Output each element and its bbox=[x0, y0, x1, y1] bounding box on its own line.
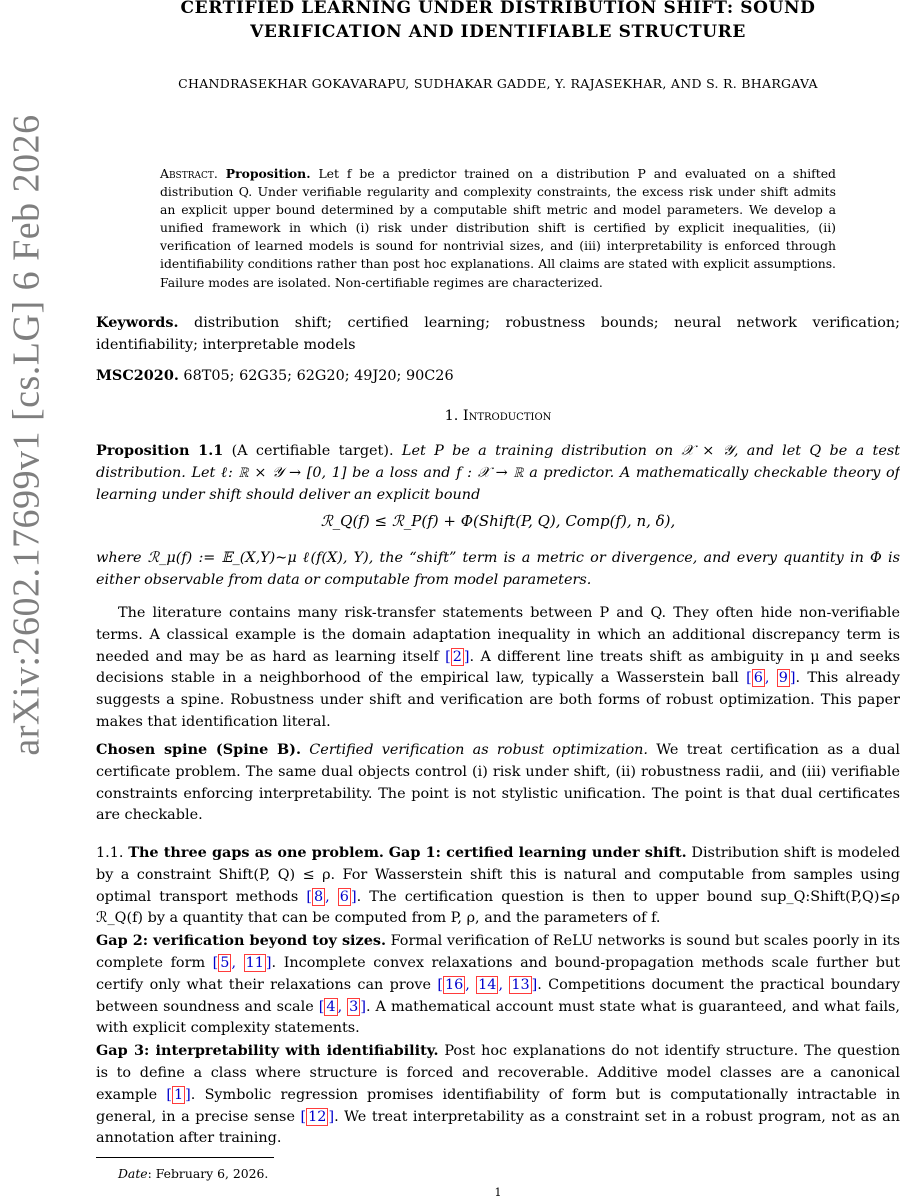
citation-ref[interactable]: 11 bbox=[245, 954, 264, 971]
msc-classification bbox=[96, 365, 900, 388]
keywords-label: Keywords. bbox=[96, 314, 179, 331]
subsection-three-gaps bbox=[96, 842, 900, 1150]
para-text: The literature contains many risk-transfer statements between P and Q. They often hide non-verifiable terms. A classical example is the domain adaptation inequality in which an additional discrepancy term is needed and may be as hard as learning itself bbox=[96, 605, 900, 665]
citation-ref[interactable]: 16 bbox=[444, 976, 464, 993]
chosen-spine bbox=[96, 739, 900, 827]
footnote-divider bbox=[96, 1157, 274, 1158]
citation-ref[interactable]: 14 bbox=[478, 976, 497, 993]
author-list: CHANDRASEKHAR GOKAVARAPU, SUDHAKAR GADDE, Y. RAJASEKHAR, AND S. R. BHARGAVA bbox=[178, 76, 818, 91]
proposition-label: Proposition 1.1 bbox=[96, 442, 224, 459]
para-text: . A different line treats shift as ambiguity in μ and seeks decisions stable in a neighborhood of the empirical law, typically a Wasserstein ball bbox=[96, 648, 900, 687]
title-line-2: VERIFICATION AND IDENTIFIABLE STRUCTURE bbox=[250, 22, 746, 42]
gap-text: . Competitions document the practical boundary between soundness and scale bbox=[96, 976, 900, 1015]
citation-ref[interactable]: 12 bbox=[308, 1108, 327, 1125]
section-title: Introduction bbox=[462, 408, 552, 424]
section-number: 1. bbox=[444, 408, 459, 424]
footnote-text: : February 6, 2026. bbox=[147, 1166, 269, 1181]
gap-1-label: Gap 1: certified learning under shift. bbox=[388, 844, 687, 861]
citation-ref[interactable]: 4 bbox=[326, 998, 336, 1015]
gap-text: Post hoc explanations do not identify structure. The question is to define a class where structure is forced and recoverable. Additive model classes are a canonical example bbox=[96, 1043, 900, 1103]
citation[interactable]: [ 5 , 11 ] bbox=[212, 954, 272, 971]
abstract-label: Abstract. bbox=[160, 166, 218, 181]
spine-italic: Certified verification as robust optimization. bbox=[309, 742, 648, 758]
proposition-paren: (A certifiable target). bbox=[231, 443, 394, 459]
citation[interactable]: [ 8 , 6 ] bbox=[306, 888, 357, 905]
citation-ref[interactable]: 8 bbox=[313, 888, 324, 905]
citation-ref[interactable]: 9 bbox=[778, 670, 788, 687]
gap-3 bbox=[96, 1040, 900, 1150]
keywords bbox=[96, 312, 900, 357]
gap-text: Formal verification of ReLU networks is sound but scales poorly in its complete form bbox=[96, 933, 900, 971]
gap-text: . We treat interpretability as a constraint set in a robust program, not as an annotation after training. bbox=[96, 1108, 900, 1147]
gap-text: . Incomplete convex relaxations and bound-propagation methods scale further but certify only what their relaxations can prove bbox=[96, 954, 900, 993]
abstract-text: Let f be a predictor trained on a distribution P and evaluated on a shifted distribution Q. Under verifiable regularity and complexity constraints, the excess risk under shift admits an explicit upper bound determined by a computable shift metric and model parameters. We develop a unified framework in which (i) risk under distribution shift is certified by explicit inequalities, (ii) verification of learned models is sound for nontrivial sizes, and (iii) interpretability is enforced through identifiability conditions rather than post hoc explanations. All claims are stated with explicit assumptions. Failure modes are isolated. Non-certifiable regimes are characterized. bbox=[160, 166, 836, 290]
citation[interactable]: [ 16 , 14 , 13 ] bbox=[437, 976, 538, 993]
subsection-number: 1.1. bbox=[96, 845, 124, 861]
gap-text: . The certification question is then to upper bound sup_Q:Shift(P,Q)≤ρ ℛ_Q(f) by a quantity that can be computed from P, ρ, and the parameters of f. bbox=[96, 888, 900, 927]
keywords-text: distribution shift; certified learning; robustness bounds; neural network verification; identifiability; interpretable models bbox=[96, 315, 900, 353]
paragraph-literature bbox=[96, 603, 900, 734]
gap-text: Distribution shift is modeled by a constraint Shift(P, Q) ≤ ρ. For Wasserstein shift this is natural and computable from samples using optimal transport methods bbox=[96, 845, 900, 905]
footnote-label: Date bbox=[118, 1166, 148, 1181]
page-number: 1 bbox=[494, 1186, 502, 1199]
citation[interactable]: [ 1 ] bbox=[166, 1086, 191, 1103]
subsection-title: The three gaps as one problem. bbox=[128, 844, 384, 861]
proposition-statement: Let P be a training distribution on 𝒳 × 𝒴, and let Q be a test distribution. Let ℓ: ℝ × 𝒴 → [0, 1] be a loss and f : 𝒳 → ℝ a predictor. A mathematically checkable theory of learning under shift should deliver an explicit bound bbox=[96, 443, 900, 503]
citation[interactable]: [ 12 ] bbox=[300, 1108, 335, 1125]
msc-label: MSC2020. bbox=[96, 367, 179, 384]
citation-ref[interactable]: 6 bbox=[753, 670, 763, 687]
abstract bbox=[160, 165, 836, 292]
citation-ref[interactable]: 6 bbox=[339, 888, 349, 905]
proposition-continuation-text: where ℛ_μ(f) := 𝔼_(X,Y)∼μ ℓ(f(X), Y), the “shift” term is a metric or divergence, and every quantity in Φ is either observable from data or computable from model parameters. bbox=[96, 550, 900, 588]
gap-2 bbox=[96, 930, 900, 1040]
para-text: . This already suggests a spine. Robustness under shift and verification are both forms of robust optimization. This paper makes that identification literal. bbox=[96, 670, 900, 730]
gap-text: . Symbolic regression promises identifiability of form but is computationally intractable in general, in a precise sense bbox=[96, 1086, 900, 1125]
gap-text: . A mathematical account must state what is guaranteed, and what fails, with explicit complexity statements. bbox=[96, 998, 900, 1037]
title-line-1: CERTIFIED LEARNING UNDER DISTRIBUTION SHIFT: SOUND bbox=[180, 0, 816, 18]
gap-1 bbox=[96, 842, 900, 930]
footnote-date bbox=[118, 1166, 268, 1181]
citation-ref[interactable]: 5 bbox=[220, 954, 230, 971]
arxiv-id-text: arXiv:2602.17699v1 [cs.LG] 6 Feb 2026 bbox=[6, 114, 49, 756]
proposition-1-1 bbox=[96, 440, 900, 506]
citation[interactable]: [ 2 ] bbox=[445, 648, 470, 665]
citation-ref[interactable]: 2 bbox=[452, 648, 462, 665]
gap-3-label: Gap 3: interpretability with identifiability. bbox=[96, 1042, 439, 1060]
arxiv-identifier-stamp bbox=[4, 0, 50, 870]
abstract-lead: Proposition. bbox=[225, 166, 311, 181]
proposition-continuation bbox=[96, 548, 900, 592]
spine-text: We treat certification as a dual certificate problem. The same dual objects control (i) risk under shift, (ii) robustness radii, and (iii) verifiable constraints enforcing interpretability. The point is not stylistic unification. The point is that dual certificates are checkable. bbox=[96, 742, 900, 824]
citation-ref[interactable]: 3 bbox=[349, 998, 359, 1015]
paper-title bbox=[96, 0, 900, 44]
citation[interactable]: [ 4 , 3 ] bbox=[318, 998, 366, 1015]
section-heading-introduction bbox=[96, 408, 900, 424]
risk-bound-equation: ℛ_Q(f) ≤ ℛ_P(f) + Φ(Shift(P, Q), Comp(f), n, δ), bbox=[320, 512, 676, 530]
msc-text: 68T05; 62G35; 62G20; 49J20; 90C26 bbox=[183, 368, 454, 384]
citation[interactable]: [ 6 , 9 ] bbox=[746, 670, 796, 687]
gap-2-label: Gap 2: verification beyond toy sizes. bbox=[96, 932, 386, 950]
citation-ref[interactable]: 13 bbox=[511, 976, 530, 993]
citation-ref[interactable]: 1 bbox=[174, 1086, 184, 1103]
spine-label: Chosen spine (Spine B). bbox=[96, 741, 301, 758]
